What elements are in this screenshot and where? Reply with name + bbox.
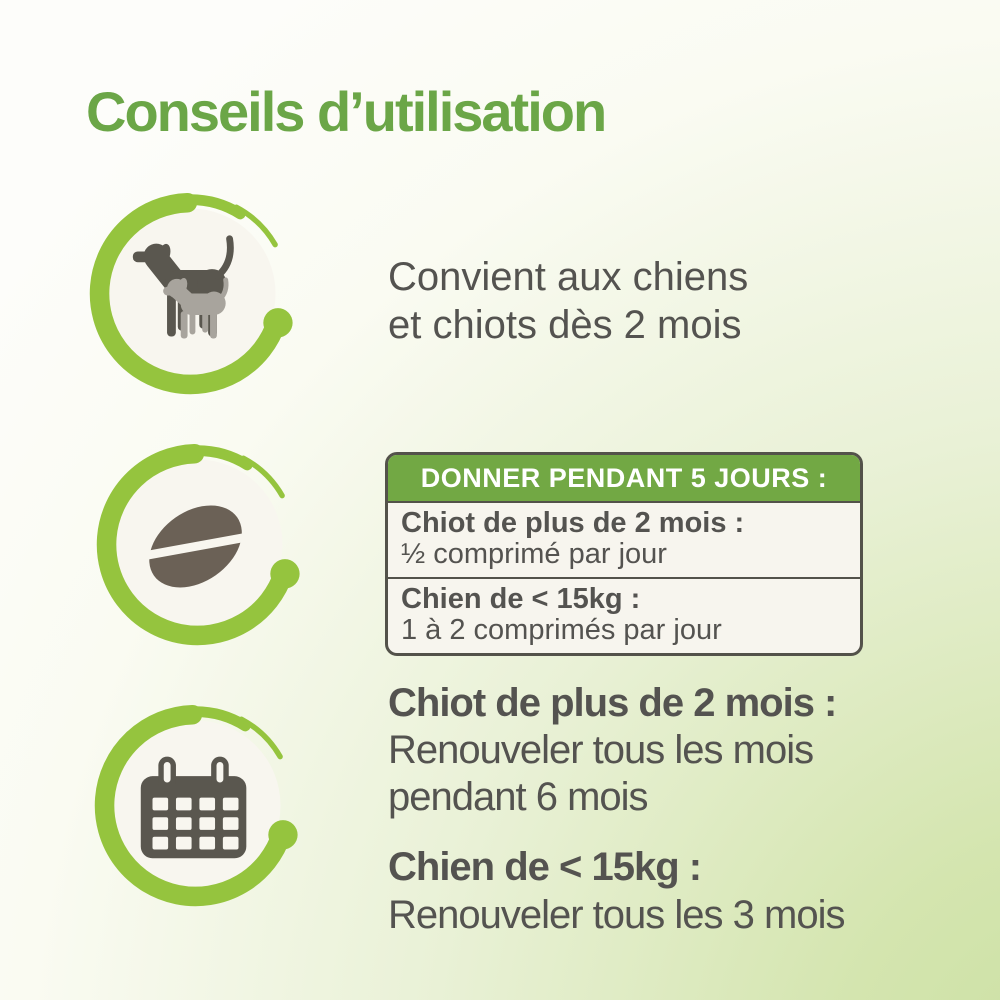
dosage-table-header: DONNER PENDANT 5 JOURS : (388, 455, 860, 503)
dog-and-puppy-icon (83, 186, 298, 401)
renewal-dog-line-1: Renouveler tous les 3 mois (388, 893, 845, 937)
calendar-icon (88, 698, 303, 913)
suitability-line-1: Convient aux chiens (388, 255, 749, 299)
dosage-row-puppy-label: Chiot de plus de 2 mois : (401, 507, 745, 539)
renewal-puppy-label: Chiot de plus de 2 mois : (388, 681, 837, 725)
page-title: Conseils d’utilisation (86, 80, 606, 143)
dosage-row-dog-value: 1 à 2 comprimés par jour (401, 614, 722, 646)
suitability-text (388, 253, 748, 349)
suitability-line-2: et chiots dès 2 mois (388, 303, 742, 347)
dosage-row-puppy-value: ½ comprimé par jour (401, 538, 667, 570)
renewal-puppy-line-1: Renouveler tous les mois (388, 728, 814, 772)
dosage-row-puppy (388, 503, 860, 577)
renewal-dog-label: Chien de < 15kg : (388, 845, 702, 889)
renewal-dog-text (388, 843, 844, 939)
renewal-puppy-line-2: pendant 6 mois (388, 775, 648, 819)
tablet-icon (90, 437, 305, 652)
renewal-puppy-text (388, 680, 836, 821)
dosage-row-dog (388, 577, 860, 653)
dosage-row-dog-label: Chien de < 15kg : (401, 583, 641, 615)
dosage-table (385, 452, 863, 656)
